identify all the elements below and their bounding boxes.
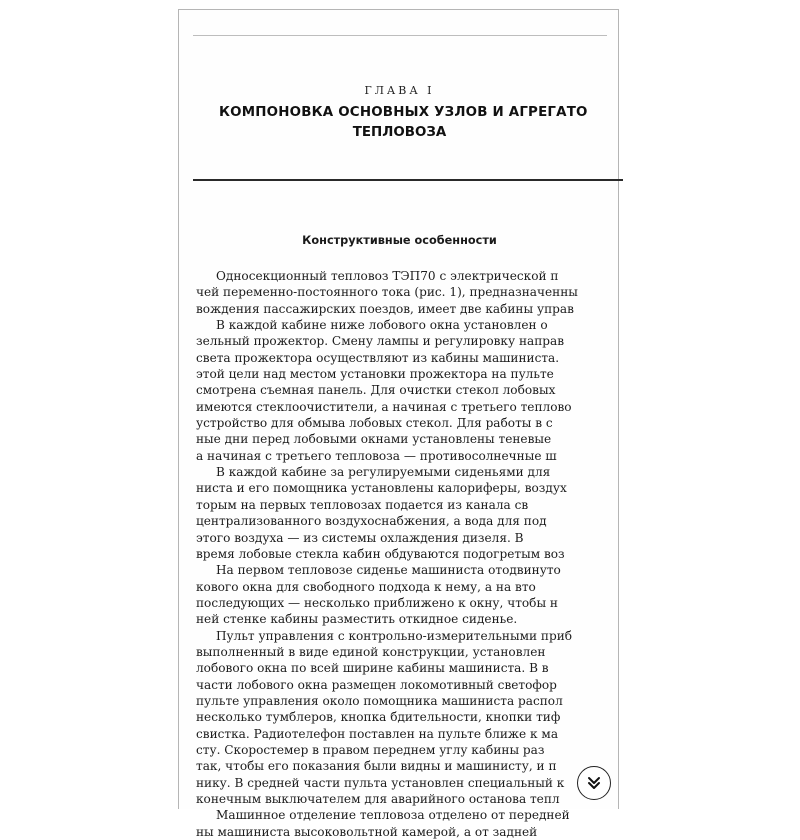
text-line: нику. В средней части пульта установлен специальный к xyxy=(196,775,565,790)
text-line: последующих — несколько приближено к окну, чтобы н xyxy=(196,595,558,610)
scroll-down-button[interactable] xyxy=(577,766,611,800)
text-line: так, чтобы его показания были видны и машинисту, и п xyxy=(196,759,557,774)
text-line: Пульт управления с контрольно-измерительными приб xyxy=(216,628,573,643)
double-chevron-down-icon xyxy=(586,775,602,791)
section-heading: Конструктивные особенности xyxy=(302,234,497,247)
text-line: сту. Скоростемер в правом переднем углу кабины раз xyxy=(196,742,545,757)
text-line: время лобовые стекла кабин обдуваются подогретым воз xyxy=(196,546,565,561)
text-line: вождения пассажирских поездов, имеет две кабины управ xyxy=(196,301,574,316)
text-line: На первом тепловозе сиденье машиниста отодвинуто xyxy=(216,563,561,578)
text-line: этой цели над местом установки прожектора на пульте xyxy=(196,367,554,382)
top-rule xyxy=(193,35,607,36)
text-line: выполненный в виде единой конструкции, установлен xyxy=(196,644,546,659)
text-line: торым на первых тепловозах подается из канала св xyxy=(196,497,529,512)
chapter-title: КОМПОНОВКА ОСНОВНЫХ УЗЛОВ И АГРЕГАТО xyxy=(219,105,588,120)
chapter-title-continued: ТЕПЛОВОЗА xyxy=(352,125,447,140)
chapter-divider xyxy=(193,179,623,181)
text-line: устройство для обмыва лобовых стекол. Для работы в с xyxy=(196,416,553,431)
text-line: ниста и его помощника установлены калориферы, воздух xyxy=(196,481,567,496)
text-line: имеются стеклоочистители, а начиная с третьего теплово xyxy=(196,399,572,414)
document-page xyxy=(178,9,619,839)
text-line: Односекционный тепловоз ТЭП70 с электрической п xyxy=(216,269,559,283)
text-line: пульте управления около помощника машиниста распол xyxy=(196,693,563,708)
text-line: ней стенке кабины разместить откидное сиденье. xyxy=(196,612,518,627)
text-line: света прожектора осуществляют из кабины машиниста. xyxy=(196,350,560,365)
text-line: ны машиниста высоковольтной камерой, а от задней xyxy=(196,824,538,839)
text-line: ные дни перед лобовыми окнами установлены теневые xyxy=(196,432,552,447)
text-line: лобового окна по всей ширине кабины машиниста. В в xyxy=(196,661,549,676)
text-line: несколько тумблеров, кнопка бдительности, кнопки тиф xyxy=(196,710,561,725)
text-line: зельный прожектор. Смену лампы и регулировку направ xyxy=(196,334,565,349)
text-line: В каждой кабине ниже лобового окна установлен о xyxy=(216,318,548,333)
text-line: централизованного воздухоснабжения, а вода для под xyxy=(196,514,547,529)
text-line: чей переменно-постоянного тока (рис. 1), предназначенны xyxy=(196,285,578,300)
chapter-label: ГЛАВА I xyxy=(364,84,435,97)
text-line: свистка. Радиотелефон поставлен на пульте ближе к ма xyxy=(196,726,559,741)
body-text xyxy=(196,268,796,840)
text-line: этого воздуха — из системы охлаждения дизеля. В xyxy=(196,530,524,545)
text-line: В каждой кабине за регулируемыми сиденьями для xyxy=(216,465,551,480)
text-line: смотрена съемная панель. Для очистки стекол лобовых xyxy=(196,383,556,398)
text-line: части лобового окна размещен локомотивный светофор xyxy=(196,677,557,692)
text-line: кового окна для свободного подхода к нему, а на вто xyxy=(196,579,536,594)
text-line: а начиная с третьего тепловоза — противосолнечные ш xyxy=(196,448,557,463)
text-line: Машинное отделение тепловоза отделено от передней xyxy=(216,808,570,823)
text-line: конечным выключателем для аварийного останова тепл xyxy=(196,792,560,806)
